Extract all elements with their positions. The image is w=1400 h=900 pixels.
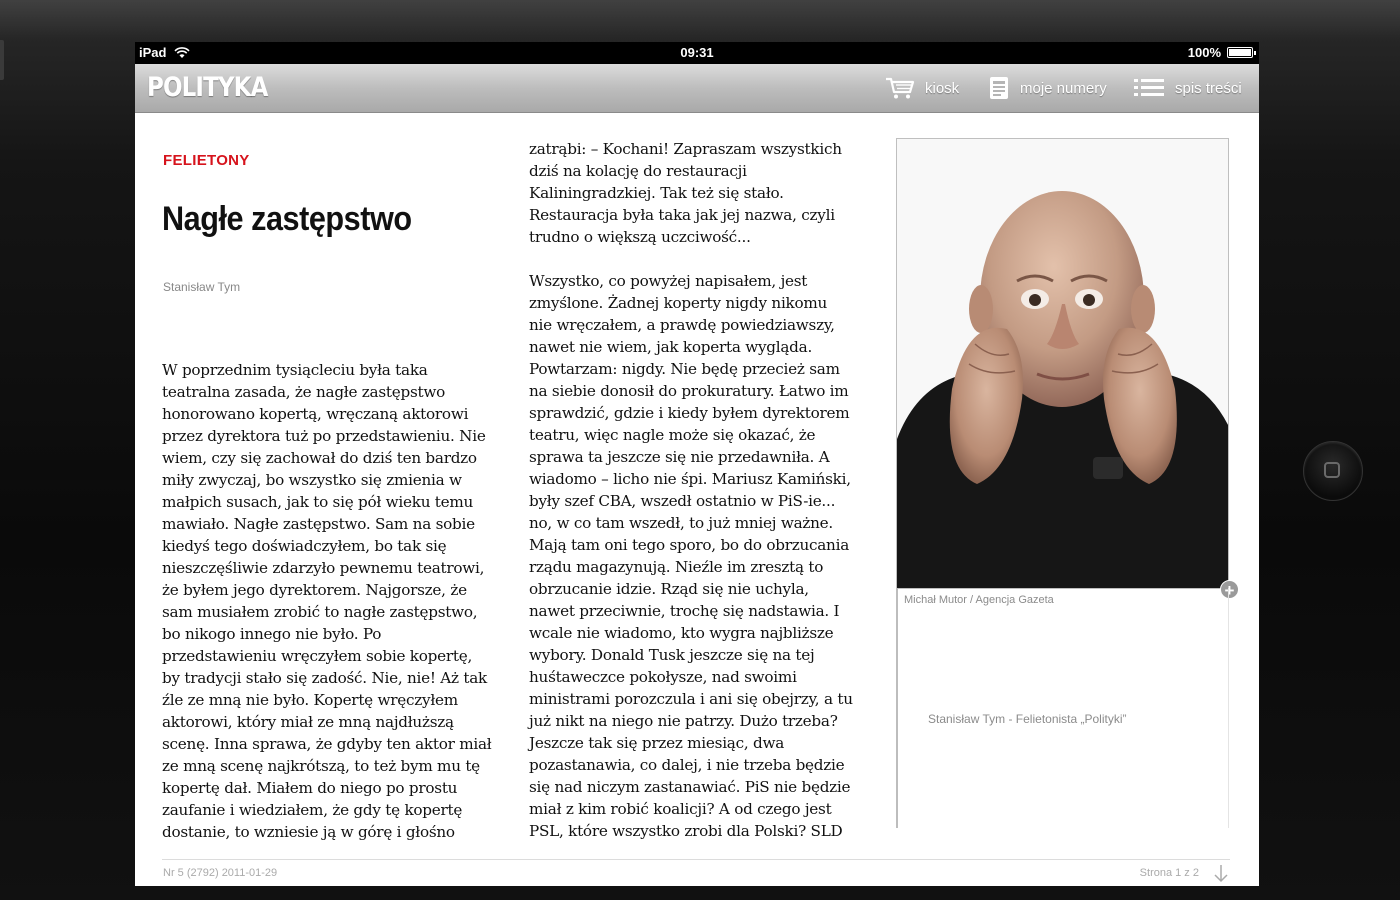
toc-label: spis treści [1175, 79, 1242, 97]
app-toolbar [135, 64, 1259, 113]
article-author: Stanisław Tym [163, 280, 241, 294]
photo-credit: Michał Mutor / Agencja Gazeta [904, 594, 1054, 606]
article-column-2-top: zatrąbi: – Kochani! Zapraszam wszystkich dziś na kolację do restauracji Kaliningradzkiej. Tak też się stało. Restauracja była taka jak jej nazwa, czyli trudno o większą uczciwość... [529, 140, 842, 246]
footer-divider [162, 859, 1230, 860]
author-photo[interactable] [896, 138, 1229, 589]
polityka-logo[interactable]: POLITYKA [147, 72, 268, 103]
battery-icon [1227, 47, 1253, 58]
my-issues-label: moje numery [1020, 79, 1107, 97]
home-button[interactable] [1303, 441, 1363, 501]
down-arrow-icon[interactable] [1213, 864, 1229, 884]
kiosk-button[interactable] [885, 74, 959, 102]
cart-icon [885, 76, 915, 100]
device-name: iPad [139, 45, 167, 60]
caption-box [896, 588, 1229, 828]
clock: 09:31 [680, 45, 714, 60]
list-icon [1133, 77, 1165, 99]
bezel-highlight [0, 0, 1400, 40]
article-title: Nagłe zastępstwo [162, 200, 412, 238]
ipad-screen [135, 42, 1259, 886]
status-bar [135, 42, 1259, 64]
side-switch [0, 40, 4, 80]
photo-caption: Stanisław Tym - Felietonista „Polityki” [928, 712, 1127, 726]
battery-percent: 100% [1187, 45, 1221, 60]
author-portrait-illustration [897, 139, 1229, 589]
kiosk-label: kiosk [925, 79, 960, 97]
article-column-2-bottom: Wszystko, co powyżej napisałem, jest zmyślone. Żadnej koperty nigdy nikomu nie wręczałem, a prawdę powiedziawszy, nawet nie wiem, jak koperta wygląda. Powtarzam: nigdy. Nie będę przecież sam na siebie donosił do prokuratury. Łatwo im sprawdzić, gdzie i kiedy byłem dyrektorem teatru, więc nagle może się okazać, że sprawa ta jeszcze się nie przedawniła. A wiadomo – licho nie śpi. Mariusz Kamiński, były szef CBA, wszedł ostatnio w PiS-ie... no, w co tam wszedł, to już mniej ważne. Mają tam oni tego sporo, bo do obrzucania rządu magazynują. Nieźle im zresztą to obrzucanie idzie. Rząd się nie uchyla, nawet przeciwnie, trochę się nadstawia. I wcale nie wiadomo, kto wygra najbliższe wybory. Donald Tusk jeszcze się na tej huśtaweczce pokołysze, nad swoimi ministrami porozczula i ani się obejrzy, a tu już nikt na niego nie patrzy. Dużo trzeba? Jeszcze tak się przez miesiąc, dwa pozastanawia, co dalej, i nie trzeba będzie się nad niczym zastanawiać. PiS nie będzie miał z kim robić koalicji? A od czego jest PSL, które wszystko zrobi dla Polski? SLD [529, 272, 853, 840]
article-column-1: W poprzednim tysiącleciu była taka teatralna zasada, że nagłe zastępstwo honorowano kopertą, wręczaną aktorowi przez dyrektora tuż po przedstawieniu. Nie wiem, czy się zachował do dziś ten bardzo miły zwyczaj, bo wszystko się zmienia w małpich susach, jak to się pół wieku temu mawiało. Nagłe zastępstwo. Sam na sobie kiedyś tego doświadczyłem, bo tak się nieszczęśliwie zdarzyło pewnemu teatrowi, że byłem jego dyrektorem. Najgorsze, że sam musiałem zrobić to nagłe zastępstwo, bo nikogo innego nie było. Po przedstawieniu wręczyłem sobie kopertę, by tradycji stało się zadość. Nie, nie! Aż tak źle ze mną nie było. Kopertę wręczyłem aktorowi, który miał ze mną najdłuższą scenę. Inna sprawa, że gdyby ten aktor miał ze mną scenę najkrótszą, to też bym mu tę kopertę dał. Miałem do niego po prostu zaufanie i wiedziałem, że gdy tę kopertę dostanie, to wzniesie ją w górę i głośno [162, 361, 492, 841]
magazine-icon [988, 75, 1010, 101]
table-of-contents-button[interactable] [1133, 74, 1242, 102]
zoom-photo-button[interactable]: + [1220, 580, 1239, 599]
home-square-icon [1324, 462, 1340, 478]
issue-info: Nr 5 (2792) 2011-01-29 [163, 867, 278, 879]
page-indicator: Strona 1 z 2 [1139, 867, 1199, 879]
my-issues-button[interactable] [988, 74, 1107, 102]
section-label[interactable]: FELIETONY [163, 152, 250, 169]
